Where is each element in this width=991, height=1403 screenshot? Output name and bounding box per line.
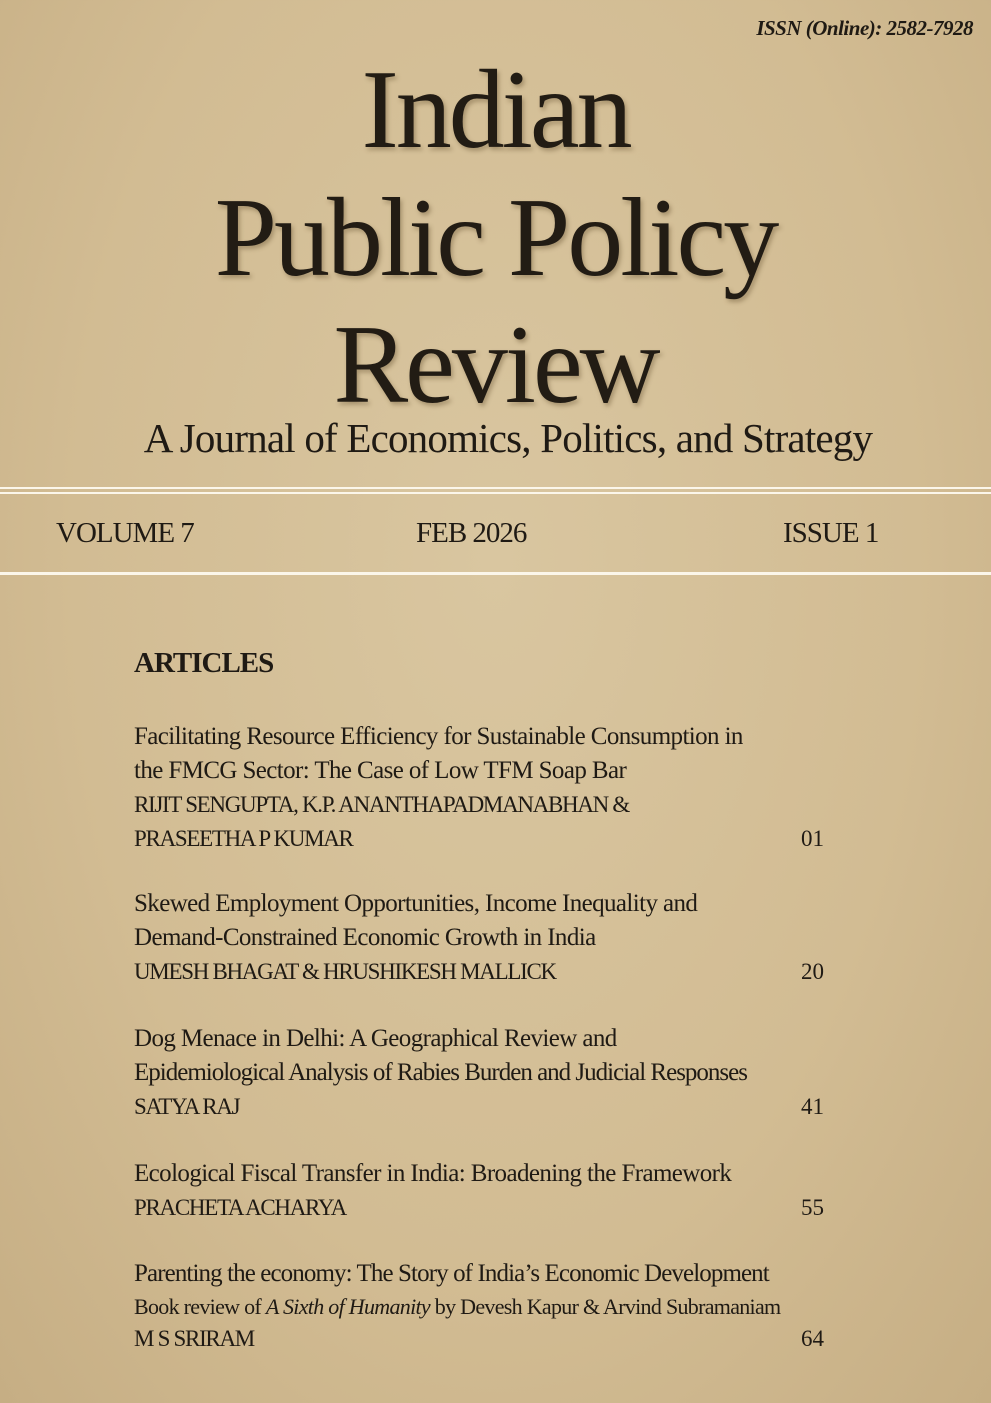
book-title: A Sixth of Humanity: [265, 1294, 430, 1319]
article-authors: PRASEETHA P KUMAR: [134, 826, 353, 851]
page-number: 20: [801, 959, 824, 984]
article-entry: [134, 887, 824, 989]
article-authors-row: [134, 822, 824, 856]
article-authors: RIJIT SENGUPTA, K.P. ANANTHAPADMANABHAN &: [134, 792, 630, 817]
page-number: 41: [801, 1094, 824, 1119]
review-suffix: by Devesh Kapur & Arvind Subramaniam: [429, 1294, 781, 1319]
article-authors: PRACHETA ACHARYA: [134, 1195, 346, 1220]
page-number: 01: [801, 826, 824, 851]
article-entry: [134, 1022, 824, 1124]
journal-title-line-1: Indian: [361, 48, 630, 172]
divider: [0, 492, 991, 494]
article-entry: [134, 720, 824, 856]
article-authors: M S SRIRAM: [134, 1326, 254, 1351]
article-title: Dog Menace in Delhi: A Geographical Review and: [134, 1025, 617, 1052]
article-authors: SATYA RAJ: [134, 1094, 240, 1119]
article-title: the FMCG Sector: The Case of Low TFM Soap Bar: [134, 757, 627, 784]
article-authors: UMESH BHAGAT & HRUSHIKESH MALLICK: [134, 959, 556, 984]
volume: VOLUME 7: [56, 517, 194, 549]
article-title: Ecological Fiscal Transfer in India: Broadening the Framework: [134, 1160, 732, 1187]
page-number: 64: [801, 1326, 824, 1351]
journal-subtitle: A Journal of Economics, Politics, and Strategy: [143, 415, 873, 461]
article-entry: [134, 1157, 824, 1225]
article-title: Facilitating Resource Efficiency for Sustainable Consumption in: [134, 723, 743, 750]
articles-heading: ARTICLES: [134, 647, 274, 679]
journal-title-line-2: Public Policy: [214, 176, 777, 300]
journal-title-line-3: Review: [333, 303, 658, 427]
article-authors-row: [134, 1191, 824, 1225]
article-authors-row: [134, 955, 824, 989]
review-prefix: Book review of: [134, 1294, 266, 1319]
article-title: Demand-Constrained Economic Growth in India: [134, 924, 596, 951]
article-title: Epidemiological Analysis of Rabies Burden and Judicial Responses: [134, 1059, 747, 1086]
divider: [0, 487, 991, 489]
issn: ISSN (Online): 2582-7928: [756, 16, 973, 40]
article-entry: [134, 1257, 840, 1356]
article-authors-row: [134, 1322, 824, 1356]
article-title: Parenting the economy: The Story of India’s Economic Development: [134, 1260, 769, 1287]
divider: [0, 572, 991, 575]
issue-number: ISSUE 1: [783, 517, 879, 549]
article-title: Skewed Employment Opportunities, Income Inequality and: [134, 890, 698, 917]
book-review-line: [134, 1291, 840, 1322]
page-number: 55: [801, 1195, 824, 1220]
article-authors-row: [134, 1090, 824, 1124]
issue-date: FEB 2026: [416, 517, 527, 549]
